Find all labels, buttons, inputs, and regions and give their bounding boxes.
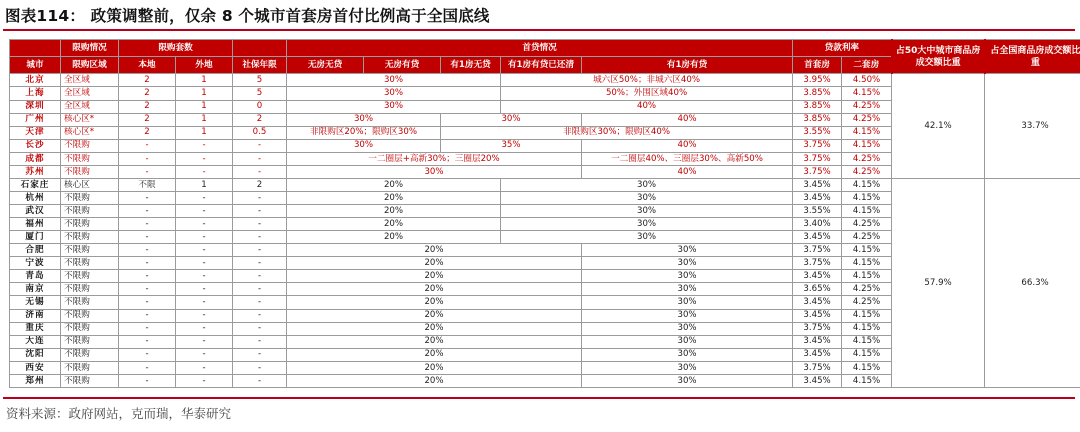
down-payment-second: 30% [582,257,793,270]
city-cell: 武汉 [10,205,61,218]
local-cell: - [119,322,176,335]
second-rate-cell: 4.25% [842,296,892,309]
second-rate-cell: 4.15% [842,205,892,218]
city-cell: 杭州 [10,191,61,204]
first-rate-cell: 3.40% [793,218,842,231]
social-cell: - [233,309,287,322]
down-payment-second: 40% [501,100,793,113]
first-rate-cell: 3.45% [793,335,842,348]
header-row-1 [10,40,1080,57]
city-cell: 沈阳 [10,348,61,361]
second-rate-cell: 4.15% [842,87,892,100]
local-cell: 2 [119,87,176,100]
social-cell: 2 [233,178,287,191]
area-cell: 全区域 [61,87,119,100]
nonlocal-cell: - [176,165,233,178]
second-rate-cell: 4.15% [842,322,892,335]
down-payment-first: 20% [287,309,582,322]
area-cell: 不限购 [61,218,119,231]
down-payment-first: 20% [287,191,501,204]
down-payment-second: 50%；外围区域40% [501,87,793,100]
local-cell: - [119,244,176,257]
nonlocal-cell: - [176,270,233,283]
city-cell: 大连 [10,335,61,348]
local-cell: - [119,257,176,270]
first-rate-cell: 3.75% [793,322,842,335]
down-payment-second: 40% [582,165,793,178]
down-payment-second: 30% [501,178,793,191]
down-payment-first: 20% [287,231,501,244]
city-cell: 广州 [10,113,61,126]
area-cell: 不限购 [61,335,119,348]
local-cell: 2 [119,74,176,87]
second-rate-cell: 4.25% [842,152,892,165]
header-restriction: 限购情况 [61,40,119,57]
city-cell: 北京 [10,74,61,87]
group2-share-50: 57.9% [892,178,985,387]
down-payment-second: 一二圈层40%、三圈层30%、高新50% [582,152,793,165]
area-cell: 核心区* [61,113,119,126]
area-cell: 不限购 [61,165,119,178]
city-cell: 西安 [10,361,61,374]
social-cell: 2 [233,113,287,126]
header-no-house-no-loan: 无房无贷 [287,57,364,74]
local-cell: 2 [119,126,176,139]
nonlocal-cell: - [176,309,233,322]
header-share-national: 占全国商品房成交额比重 [985,40,1080,74]
down-payment-first: 30% [287,113,441,126]
nonlocal-cell: 1 [176,87,233,100]
second-rate-cell: 4.25% [842,113,892,126]
down-payment-first: 30% [287,165,582,178]
city-cell: 厦门 [10,231,61,244]
nonlocal-cell: - [176,218,233,231]
first-rate-cell: 3.75% [793,152,842,165]
first-rate-cell: 3.75% [793,139,842,152]
local-cell: - [119,152,176,165]
local-cell: - [119,139,176,152]
down-payment-second: 30% [582,296,793,309]
group1-share-national: 33.7% [985,74,1080,179]
first-rate-cell: 3.55% [793,205,842,218]
down-payment-first: 20% [287,348,582,361]
first-rate-cell: 3.45% [793,191,842,204]
city-cell: 上海 [10,87,61,100]
down-payment-first: 20% [287,322,582,335]
city-cell: 青岛 [10,270,61,283]
first-rate-cell: 3.45% [793,374,842,387]
city-cell: 福州 [10,218,61,231]
header-blank [10,40,61,57]
header-second-rate: 二套房 [842,57,892,74]
second-rate-cell: 4.15% [842,309,892,322]
nonlocal-cell: - [176,191,233,204]
second-rate-cell: 4.50% [842,74,892,87]
header-city: 城市 [10,57,61,74]
down-payment-second: 30% [501,205,793,218]
nonlocal-cell: - [176,374,233,387]
first-rate-cell: 3.45% [793,296,842,309]
second-rate-cell: 4.15% [842,270,892,283]
header-share-50-cities: 占50大中城市商品房成交额比重 [892,40,985,74]
city-cell: 无锡 [10,296,61,309]
footer-divider [3,397,1075,399]
nonlocal-cell: 1 [176,113,233,126]
nonlocal-cell: - [176,335,233,348]
area-cell: 不限购 [61,296,119,309]
area-cell: 不限购 [61,283,119,296]
city-cell: 天津 [10,126,61,139]
second-rate-cell: 4.15% [842,191,892,204]
area-cell: 核心区* [61,126,119,139]
down-payment-second: 30% [501,191,793,204]
city-cell: 长沙 [10,139,61,152]
social-cell: 5 [233,87,287,100]
header-local: 本地 [119,57,176,74]
down-payment-second: 30% [582,348,793,361]
down-payment-first: 20% [287,244,582,257]
table-row [10,74,1080,87]
down-payment-second: 30% [582,283,793,296]
first-rate-cell: 3.45% [793,178,842,191]
social-cell: - [233,191,287,204]
area-cell: 核心区 [61,178,119,191]
group2-share-national: 66.3% [985,178,1080,387]
first-rate-cell: 3.55% [793,126,842,139]
down-payment-first: 20% [287,283,582,296]
header-quota: 限购套数 [119,40,233,57]
first-rate-cell: 3.45% [793,270,842,283]
nonlocal-cell: - [176,205,233,218]
social-cell: - [233,231,287,244]
local-cell: - [119,231,176,244]
first-rate-cell: 3.75% [793,244,842,257]
first-rate-cell: 3.85% [793,87,842,100]
social-cell: - [233,257,287,270]
nonlocal-cell: - [176,361,233,374]
second-rate-cell: 4.15% [842,257,892,270]
down-payment-second: 40% [582,113,793,126]
header-nonlocal: 外地 [176,57,233,74]
area-cell: 不限购 [61,205,119,218]
area-cell: 不限购 [61,270,119,283]
first-rate-cell: 3.45% [793,348,842,361]
area-cell: 全区域 [61,100,119,113]
header-area: 限购区域 [61,57,119,74]
second-rate-cell: 4.25% [842,218,892,231]
social-cell: - [233,152,287,165]
down-payment-first: 20% [287,218,501,231]
down-payment-second: 30% [501,231,793,244]
first-rate-cell: 3.95% [793,74,842,87]
area-cell: 不限购 [61,361,119,374]
social-cell: - [233,361,287,374]
local-cell: - [119,348,176,361]
area-cell: 全区域 [61,74,119,87]
city-cell: 合肥 [10,244,61,257]
first-rate-cell: 3.75% [793,257,842,270]
local-cell: - [119,205,176,218]
city-cell: 宁波 [10,257,61,270]
first-rate-cell: 3.85% [793,100,842,113]
area-cell: 不限购 [61,139,119,152]
social-cell: - [233,348,287,361]
header-social: 社保年限 [233,57,287,74]
source-note: 资料来源：政府网站，克而瑞，华泰研究 [6,406,232,421]
social-cell: - [233,283,287,296]
local-cell: - [119,283,176,296]
header-no-house-loan: 无房有贷 [364,57,441,74]
area-cell: 不限购 [61,322,119,335]
group1-share-50: 42.1% [892,74,985,179]
down-payment-first: 30% [287,74,501,87]
local-cell: - [119,374,176,387]
down-payment-second: 非限购区30%；限购区40% [441,126,793,139]
city-cell: 重庆 [10,322,61,335]
area-cell: 不限购 [61,152,119,165]
second-rate-cell: 4.25% [842,283,892,296]
nonlocal-cell: 1 [176,74,233,87]
social-cell: - [233,335,287,348]
social-cell: - [233,139,287,152]
down-payment-second: 30% [582,244,793,257]
local-cell: - [119,309,176,322]
nonlocal-cell: - [176,257,233,270]
second-rate-cell: 4.15% [842,361,892,374]
header-one-house-no-loan: 有1房无贷 [441,57,501,74]
local-cell: - [119,165,176,178]
header-rate: 贷款利率 [793,40,892,57]
city-cell: 南京 [10,283,61,296]
second-rate-cell: 4.15% [842,348,892,361]
social-cell: - [233,270,287,283]
city-cell: 石家庄 [10,178,61,191]
social-cell: 5 [233,74,287,87]
local-cell: 不限 [119,178,176,191]
nonlocal-cell: - [176,283,233,296]
area-cell: 不限购 [61,257,119,270]
down-payment-second: 30% [582,270,793,283]
city-cell: 成都 [10,152,61,165]
nonlocal-cell: 1 [176,100,233,113]
down-payment-first: 20% [287,335,582,348]
second-rate-cell: 4.25% [842,231,892,244]
city-cell: 苏州 [10,165,61,178]
down-payment-first: 30% [287,139,441,152]
first-rate-cell: 3.45% [793,231,842,244]
down-payment-second: 30% [582,309,793,322]
local-cell: - [119,361,176,374]
down-payment-middle: 30% [441,113,582,126]
second-rate-cell: 4.25% [842,165,892,178]
nonlocal-cell: - [176,348,233,361]
title-divider [3,29,1075,31]
social-cell: - [233,322,287,335]
down-payment-middle: 35% [441,139,582,152]
first-rate-cell: 3.45% [793,309,842,322]
second-rate-cell: 4.15% [842,126,892,139]
first-rate-cell: 3.65% [793,283,842,296]
header-down-payment: 首贷情况 [287,40,793,57]
local-cell: - [119,191,176,204]
social-cell: - [233,165,287,178]
local-cell: - [119,296,176,309]
second-rate-cell: 4.15% [842,374,892,387]
nonlocal-cell: 1 [176,178,233,191]
social-cell: - [233,244,287,257]
local-cell: 2 [119,113,176,126]
down-payment-second: 40% [582,139,793,152]
down-payment-first: 20% [287,361,582,374]
header-one-house-loan-repaid: 有1房有贷已还清 [501,57,582,74]
down-payment-second: 城六区50%；非城六区40% [501,74,793,87]
area-cell: 不限购 [61,348,119,361]
nonlocal-cell: - [176,322,233,335]
local-cell: - [119,335,176,348]
local-cell: 2 [119,100,176,113]
city-cell: 深圳 [10,100,61,113]
nonlocal-cell: - [176,296,233,309]
header-first-rate: 首套房 [793,57,842,74]
area-cell: 不限购 [61,374,119,387]
down-payment-second: 30% [582,361,793,374]
city-cell: 济南 [10,309,61,322]
down-payment-first: 20% [287,178,501,191]
policy-table [9,39,1080,388]
down-payment-second: 30% [582,374,793,387]
city-cell: 郑州 [10,374,61,387]
first-rate-cell: 3.75% [793,361,842,374]
second-rate-cell: 4.15% [842,244,892,257]
area-cell: 不限购 [61,191,119,204]
down-payment-second: 30% [582,322,793,335]
nonlocal-cell: - [176,152,233,165]
social-cell: - [233,374,287,387]
second-rate-cell: 4.25% [842,100,892,113]
down-payment-first: 20% [287,374,582,387]
header-blank [233,40,287,57]
first-rate-cell: 3.75% [793,165,842,178]
nonlocal-cell: - [176,231,233,244]
first-rate-cell: 3.85% [793,113,842,126]
down-payment-first: 30% [287,87,501,100]
nonlocal-cell: - [176,139,233,152]
social-cell: - [233,218,287,231]
social-cell: - [233,205,287,218]
nonlocal-cell: - [176,244,233,257]
table-row [10,178,1080,191]
figure-title: 图表114： 政策调整前，仅余 8 个城市首套房首付比例高于全国底线 [5,7,490,25]
social-cell: 0.5 [233,126,287,139]
down-payment-first: 20% [287,257,582,270]
second-rate-cell: 4.15% [842,335,892,348]
area-cell: 不限购 [61,231,119,244]
area-cell: 不限购 [61,309,119,322]
area-cell: 不限购 [61,244,119,257]
second-rate-cell: 4.15% [842,178,892,191]
down-payment-first: 20% [287,205,501,218]
header-one-house-loan: 有1房有贷 [582,57,793,74]
down-payment-first: 20% [287,270,582,283]
down-payment-first: 20% [287,296,582,309]
social-cell: - [233,296,287,309]
down-payment-second: 30% [582,335,793,348]
local-cell: - [119,270,176,283]
down-payment-first: 非限购区20%；限购区30% [287,126,441,139]
social-cell: 0 [233,100,287,113]
down-payment-first: 30% [287,100,501,113]
nonlocal-cell: 1 [176,126,233,139]
down-payment-first: 一二圈层+高新30%；三圈层20% [287,152,582,165]
local-cell: - [119,218,176,231]
second-rate-cell: 4.15% [842,139,892,152]
down-payment-second: 30% [501,218,793,231]
